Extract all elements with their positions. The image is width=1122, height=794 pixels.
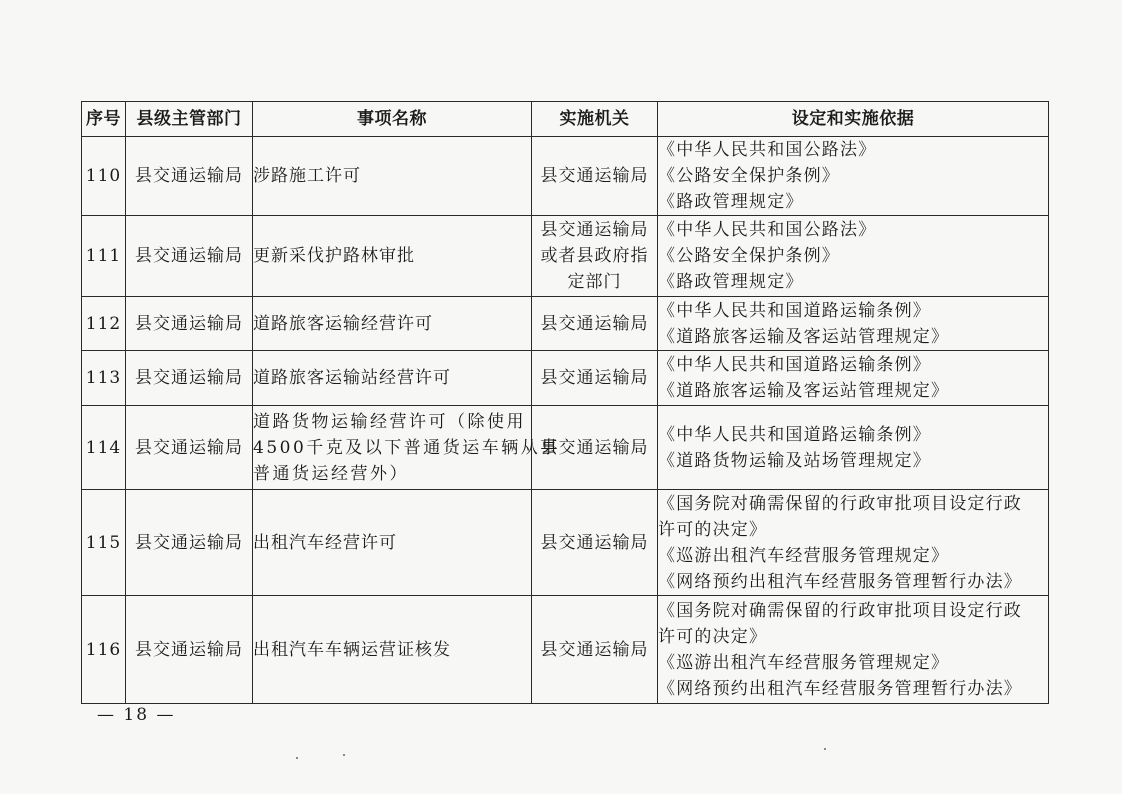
basis-line: 《路政管理规定》	[658, 272, 804, 292]
cell-no: 112	[82, 297, 126, 351]
cell-basis	[658, 297, 1049, 351]
cell-basis	[658, 137, 1049, 216]
cell-no: 110	[82, 137, 126, 216]
cell-no: 113	[82, 351, 126, 406]
table-row	[82, 297, 1049, 351]
table-row	[82, 351, 1049, 406]
agency-line: 县交通运输局	[540, 532, 649, 553]
basis-line: 《国务院对确需保留的行政审批项目设定行政	[658, 600, 1022, 621]
scan-speck	[296, 757, 298, 759]
header-basis: 设定和实施依据	[658, 102, 1049, 137]
item-name-line: 普通货运经营外）	[253, 463, 409, 484]
cell-basis	[658, 490, 1049, 596]
cell-agency	[532, 406, 658, 490]
cell-no: 115	[82, 490, 126, 596]
basis-line: 《网络预约出租汽车经营服务管理暂行办法》	[658, 678, 1022, 699]
cell-name	[253, 216, 532, 297]
basis-line: 《道路旅客运输及客运站管理规定》	[658, 326, 950, 347]
agency-line: 定部门	[567, 272, 622, 292]
basis-line: 《国务院对确需保留的行政审批项目设定行政	[658, 493, 1022, 514]
table-body	[82, 137, 1049, 704]
agency-line: 或者县政府指	[540, 246, 649, 266]
scan-speck	[343, 754, 345, 756]
basis-line: 《中华人民共和国公路法》	[658, 220, 877, 240]
basis-line: 《中华人民共和国道路运输条例》	[658, 424, 931, 445]
approval-items-table	[81, 101, 1049, 704]
cell-no: 111	[82, 216, 126, 297]
cell-agency	[532, 351, 658, 406]
table-row	[82, 596, 1049, 704]
agency-line: 县交通运输局	[540, 166, 649, 186]
item-name-line: 出租汽车车辆运营证核发	[253, 639, 451, 660]
header-dept: 县级主管部门	[126, 102, 253, 137]
cell-name	[253, 490, 532, 596]
basis-line: 《路政管理规定》	[658, 192, 804, 212]
cell-agency	[532, 137, 658, 216]
cell-dept: 县交通运输局	[126, 596, 253, 704]
table-row	[82, 216, 1049, 297]
cell-dept: 县交通运输局	[126, 137, 253, 216]
item-name-line: 4500千克及以下普通货运车辆从事	[253, 437, 560, 458]
header-agency: 实施机关	[532, 102, 658, 137]
agency-line: 县交通运输局	[540, 220, 649, 240]
header-no: 序号	[82, 102, 126, 137]
table-row	[82, 406, 1049, 490]
cell-basis	[658, 596, 1049, 704]
table-row	[82, 137, 1049, 216]
cell-dept: 县交通运输局	[126, 297, 253, 351]
basis-line: 许可的决定》	[658, 626, 768, 647]
basis-line: 《中华人民共和国道路运输条例》	[658, 355, 931, 375]
page-number: — 18 —	[97, 705, 176, 725]
item-name-line: 出租汽车经营许可	[253, 532, 397, 553]
cell-agency	[532, 216, 658, 297]
cell-basis	[658, 351, 1049, 406]
basis-line: 许可的决定》	[658, 519, 768, 540]
cell-no: 114	[82, 406, 126, 490]
basis-line: 《公路安全保护条例》	[658, 166, 840, 186]
cell-basis	[658, 216, 1049, 297]
cell-no: 116	[82, 596, 126, 704]
item-name-line: 道路货物运输经营许可（除使用	[253, 411, 526, 432]
item-name-line: 道路旅客运输站经营许可	[253, 368, 451, 388]
basis-line: 《中华人民共和国公路法》	[658, 140, 877, 160]
item-name-line: 涉路施工许可	[253, 166, 361, 186]
basis-line: 《道路旅客运输及客运站管理规定》	[658, 381, 950, 401]
basis-line: 《道路货物运输及站场管理规定》	[658, 450, 931, 471]
table-row	[82, 490, 1049, 596]
basis-line: 《巡游出租汽车经营服务管理规定》	[658, 545, 950, 566]
basis-line: 《网络预约出租汽车经营服务管理暂行办法》	[658, 571, 1022, 592]
cell-name	[253, 406, 560, 490]
agency-line: 县交通运输局	[540, 437, 649, 458]
basis-line: 《中华人民共和国道路运输条例》	[658, 300, 931, 321]
item-name-line: 道路旅客运输经营许可	[253, 313, 433, 334]
cell-dept: 县交通运输局	[126, 216, 253, 297]
header-name: 事项名称	[253, 102, 532, 137]
cell-agency	[532, 490, 658, 596]
item-name-line: 更新采伐护路林审批	[253, 246, 415, 266]
cell-dept: 县交通运输局	[126, 406, 253, 490]
scan-speck	[824, 748, 826, 750]
cell-name	[253, 137, 532, 216]
cell-agency	[532, 596, 658, 704]
agency-line: 县交通运输局	[540, 313, 649, 334]
cell-dept: 县交通运输局	[126, 351, 253, 406]
cell-name	[253, 351, 532, 406]
cell-dept: 县交通运输局	[126, 490, 253, 596]
cell-name	[253, 596, 532, 704]
basis-line: 《公路安全保护条例》	[658, 246, 840, 266]
cell-basis	[658, 406, 1049, 490]
basis-line: 《巡游出租汽车经营服务管理规定》	[658, 652, 950, 673]
agency-line: 县交通运输局	[540, 639, 649, 660]
cell-agency	[532, 297, 658, 351]
agency-line: 县交通运输局	[540, 368, 649, 388]
cell-name	[253, 297, 532, 351]
table-header-row	[82, 102, 1049, 137]
